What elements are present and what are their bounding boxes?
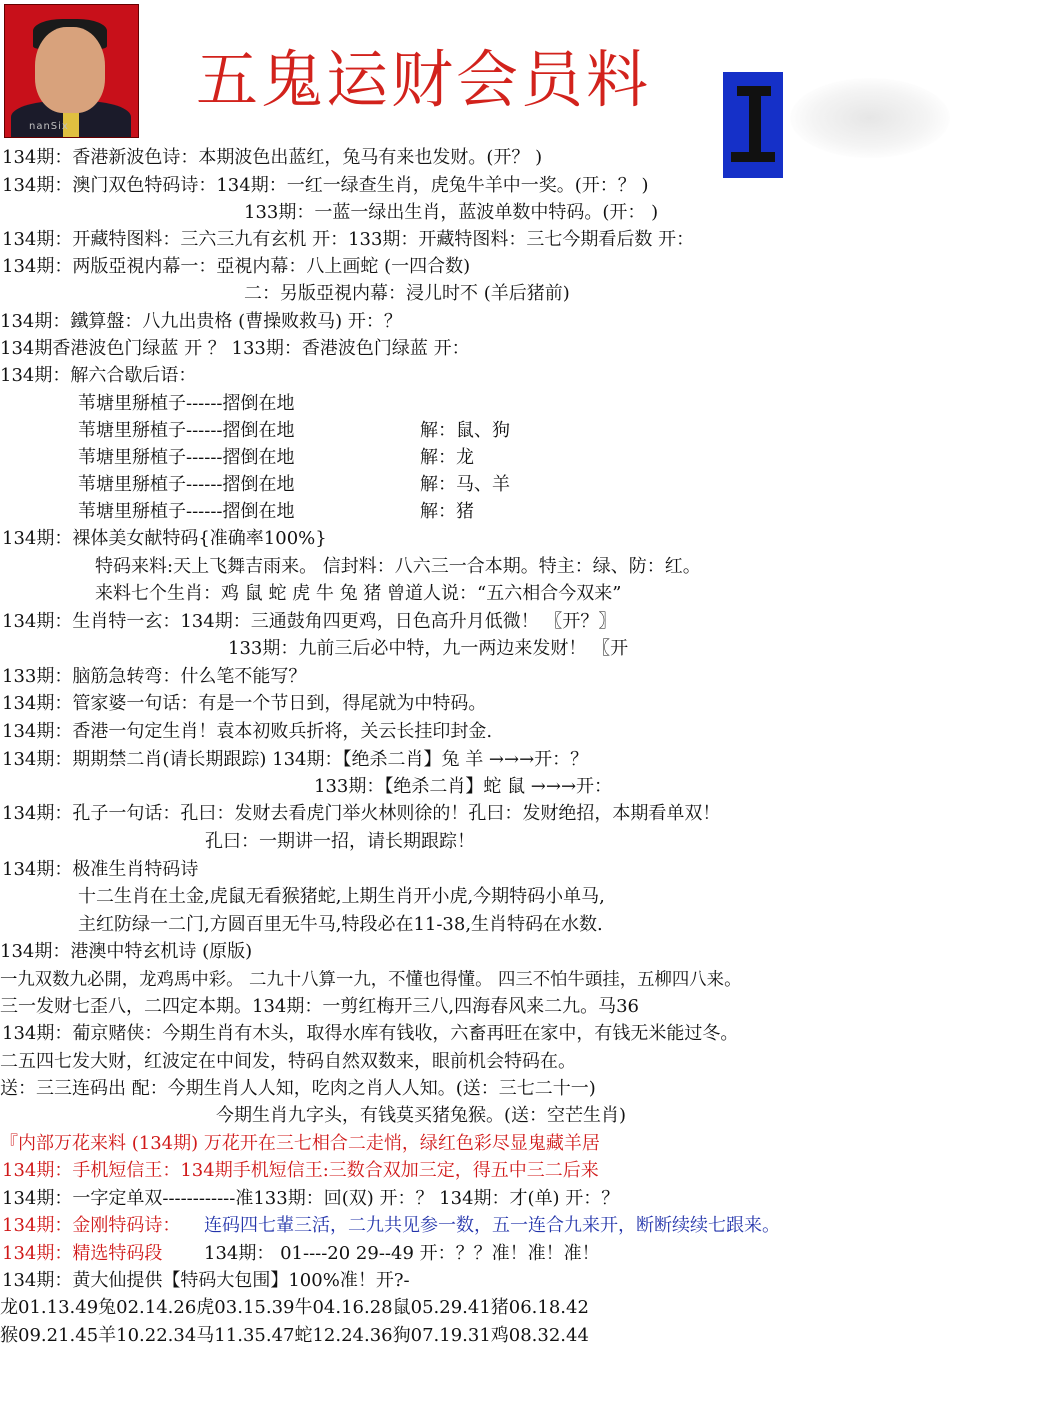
text-line: 二五四七发大财，红波定在中间发，特码自然双数来，眼前机会特码在。	[0, 1051, 576, 1072]
text-line: 解：鼠、狗	[420, 420, 510, 441]
text-line: 解：马、羊	[420, 474, 510, 495]
text-line-red: 134期：金刚特码诗：	[2, 1215, 181, 1236]
text-line-red: 134期：手机短信王：134期手机短信王:三数合双加三定，得五中三二后来	[2, 1160, 599, 1181]
blue-emblem-image	[723, 72, 783, 178]
text-line: 134期：开藏特图料：三六三九有玄机 开：133期：开藏特图料：三七今期看后数 开：	[2, 229, 695, 250]
text-line-blue: 连码四七輩三活，二九共见参一数，五一连合九来开，断断续续七跟来。	[204, 1215, 780, 1236]
text-line: 龙01.13.49兔02.14.26虎03.15.39牛04.16.28鼠05.29.41猪06.18.42	[0, 1297, 589, 1318]
text-line: 134期：极准生肖特码诗	[2, 859, 199, 880]
text-line: 134期：生肖特一玄：134期：三通鼓角四更鸡，日色高升月低微！ 〖开？〗	[2, 611, 617, 632]
text-line: 134期：黄大仙提供【特码大包围】100%准！开?-	[2, 1270, 410, 1291]
text-line: 134期： 01----20 29--49 开：？？准！准！准！	[204, 1243, 600, 1264]
text-line: 今期生肖九字头，有钱莫买猪兔猴。(送：空芒生肖)	[216, 1105, 627, 1126]
text-line: 苇塘里掰植子------摺倒在地	[78, 474, 295, 495]
text-line: 一九双数九必開，龙鸡馬中彩。 二九十八算一九，不懂也得懂。 四三不怕牛頭挂，五柳四八来。	[0, 970, 742, 990]
text-line: 134期：葡京赌侠：今期生肖有木头，取得水库有钱收，六畜再旺在家中，有钱无米能过冬。	[2, 1023, 739, 1044]
text-line: 133期：【绝杀二肖】蛇 鼠 →→→开：	[314, 776, 613, 797]
text-line: 133期：一蓝一绿出生肖，蓝波单数中特码。(开： )	[244, 202, 659, 223]
text-line: 苇塘里掰植子------摺倒在地	[78, 447, 295, 468]
text-line: 134期：香港一句定生肖！袁本初败兵折将，关云长挂印封金.	[2, 721, 493, 742]
text-line: 134期香港波色门绿蓝 开 ？ 133期：香港波色门绿蓝 开：	[0, 338, 470, 359]
text-line: 134期：鐵算盤：八九出贵格 (曹操败救马) 开：？	[0, 311, 402, 332]
text-line: 134期：香港新波色诗：本期波色出蓝红，兔马有来也发财。(开？ )	[2, 147, 543, 168]
text-line: 猴09.21.45羊10.22.34马11.35.47蛇12.24.36狗07.19.31鸡08.32.44	[0, 1325, 589, 1346]
page-title: 五鬼运财会员料	[196, 43, 652, 116]
text-line: 三一发财七歪八，二四定本期。134期：一剪红梅开三八,四海春风来二九。马36	[0, 996, 639, 1017]
emblem-stroke-mid	[749, 96, 761, 158]
text-line: 133期：脑筋急转弯：什么笔不能写？	[2, 666, 307, 687]
portrait-face	[35, 27, 105, 113]
text-line-red: 134期：精选特码段	[2, 1243, 163, 1264]
text-line: 苇塘里掰植子------摺倒在地	[78, 420, 295, 441]
text-line: 134期：管家婆一句话：有是一个节日到，得尾就为中特码。	[2, 693, 487, 714]
text-line: 134期：期期禁二肖(请长期跟踪) 134期：【绝杀二肖】兔 羊 →→→开：？	[2, 749, 589, 770]
text-line: 特码来料:天上飞舞吉雨来。 信封料：八六三一合本期。特主：绿、防：红。	[95, 556, 701, 577]
text-line: 二：另版亞視内幕：浸儿时不 (羊后猪前)	[244, 283, 570, 304]
photo-watermark: nanSix	[29, 121, 69, 132]
text-line: 解：猪	[420, 501, 474, 522]
portrait-photo	[4, 4, 139, 138]
blurred-image-patch	[790, 78, 950, 158]
text-line: 解：龙	[420, 447, 474, 468]
text-line: 送：三三连码出 配：今期生肖人人知，吃肉之肖人人知。(送：三七二十一)	[0, 1078, 596, 1099]
text-line: 134期：裸体美女献特码{准确率100%}	[2, 528, 327, 549]
text-line: 孔曰：一期讲一招，请长期跟踪！	[205, 831, 475, 852]
text-line: 134期：一字定单双------------准133期：回(双) 开：？ 134期：才(单) 开：？	[2, 1188, 620, 1209]
text-line: 苇塘里掰植子------摺倒在地	[78, 393, 295, 414]
text-line: 主红防绿一二门,方圆百里无牛马,特段必在11-38,生肖特码在水数.	[78, 914, 603, 935]
text-line: 133期：九前三后必中特，九一两边来发财！ 〖开	[228, 638, 629, 659]
text-line: 十二生肖在土金,虎鼠无看猴猪蛇,上期生肖开小虎,今期特码小单马,	[78, 886, 605, 907]
text-line: 134期：两版亞視内幕一：亞視内幕：八上画蛇 (一四合数)	[2, 256, 471, 277]
text-line: 134期：澳门双色特码诗：134期：一红一绿查生肖，虎兔牛羊中一奖。(开：？ )	[2, 175, 649, 196]
text-line-red: 『内部万花来料 (134期) 万花开在三七相合二走悄，绿红色彩尽显鬼藏羊居	[0, 1133, 600, 1154]
emblem-stroke-bottom	[731, 152, 775, 162]
text-line: 134期：解六合歇后语：	[0, 365, 197, 386]
text-line: 134期：孔子一句话：孔曰：发财去看虎门举火林则徐的！孔曰：发财绝招，本期看单双！	[2, 803, 721, 824]
text-line: 苇塘里掰植子------摺倒在地	[78, 501, 295, 522]
emblem-stroke-top	[737, 86, 771, 96]
text-line: 来料七个生肖：鸡 鼠 蛇 虎 牛 兔 猪 曾道人说：“五六相合今双来”	[95, 583, 622, 604]
text-line: 134期：港澳中特玄机诗 (原版)	[0, 941, 253, 962]
